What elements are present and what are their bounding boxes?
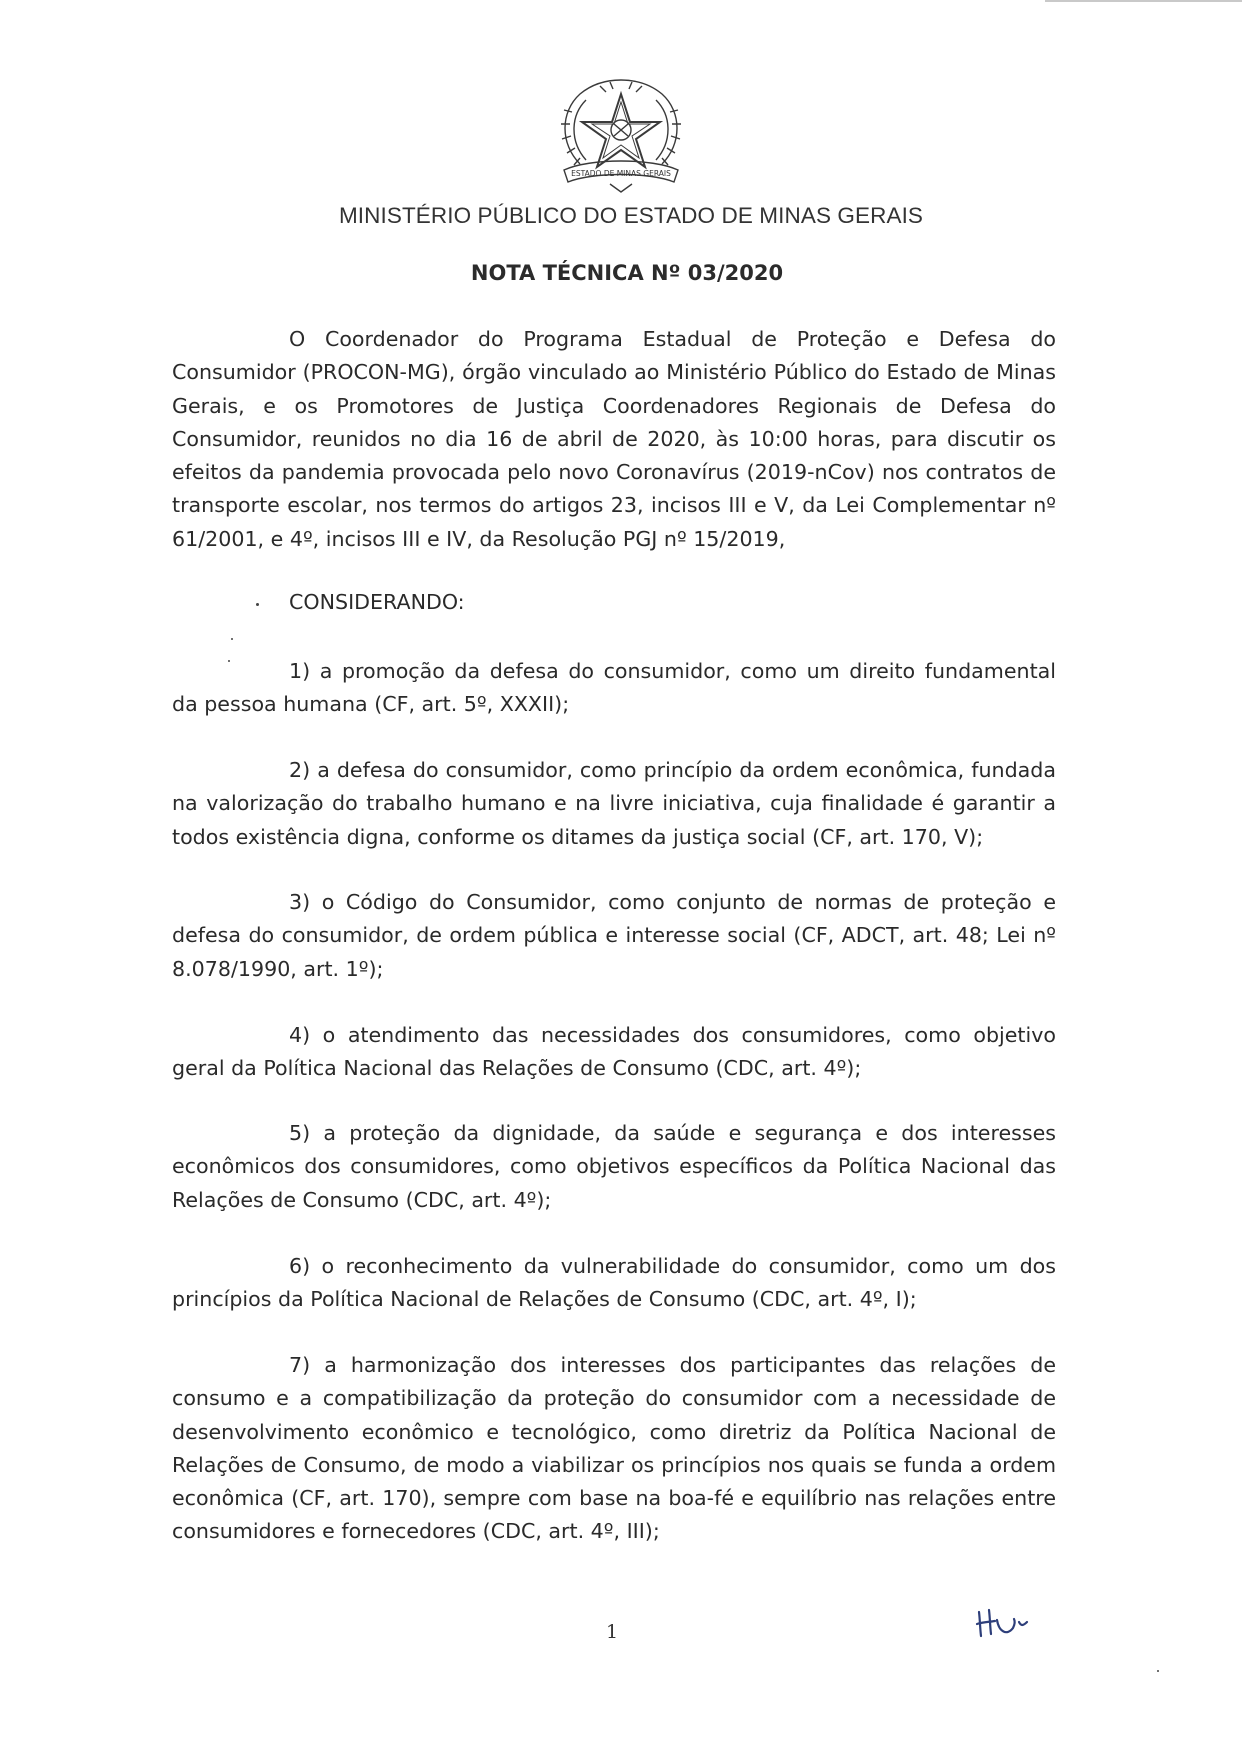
considerando-item: 7) a harmonização dos interesses dos participantes das relações de consumo e a compatibilização da proteção do consumidor com a necessidade de desenvolvimento econômico e tecnológico, como diretriz da Política Nacional de Relações de Consumo, de modo a viabilizar os princípios nos quais se funda a ordem econômica (CF, art. 170), sempre com base na boa-fé e equilíbrio nas relações entre consumidores e fornecedores (CDC, art. 4º, III); bbox=[172, 1353, 1056, 1544]
considerando-heading: CONSIDERANDO: bbox=[289, 590, 465, 614]
intro-paragraph: O Coordenador do Programa Estadual de Proteção e Defesa do Consumidor (PROCON-MG), órgão vinculado ao Ministério Público do Estado de Minas Gerais, e os Promotores de Justiça Coordenadores Regionais de Defesa do Consumidor, reunidos no dia 16 de abril de 2020, às 10:00 horas, para discutir os efeitos da pandemia provocada pelo novo Coronavírus (2019-nCov) nos contratos de transporte escolar, nos termos do artigos 23, incisos III e V, da Lei Complementar nº 61/2001, e 4º, incisos III e IV, da Resolução PGJ nº 15/2019, bbox=[172, 327, 1056, 551]
state-coat-of-arms-icon bbox=[550, 72, 692, 200]
seal-inscription: ESTADO DE MINAS GERAIS bbox=[571, 169, 671, 178]
ministry-heading: MINISTÉRIO PÚBLICO DO ESTADO DE MINAS GERAIS bbox=[338, 203, 924, 228]
considerando-item: 1) a promoção da defesa do consumidor, como um direito fundamental da pessoa humana (CF, art. 5º, XXXII); bbox=[172, 659, 1056, 717]
handwritten-initials-signature bbox=[975, 1604, 1043, 1644]
document-title: NOTA TÉCNICA Nº 03/2020 bbox=[470, 261, 784, 285]
scan-speck bbox=[1157, 1670, 1159, 1672]
scan-speck bbox=[231, 638, 233, 640]
considerando-item: 6) o reconhecimento da vulnerabilidade do consumidor, como um dos princípios da Política Nacional de Relações de Consumo (CDC, art. 4º, I); bbox=[172, 1254, 1056, 1312]
considerando-item: 2) a defesa do consumidor, como princípio da ordem econômica, fundada na valorização do trabalho humano e na livre iniciativa, cuja finalidade é garantir a todos existência digna, conforme os ditames da justiça social (CF, art. 170, V); bbox=[172, 758, 1056, 849]
considerando-item: 4) o atendimento das necessidades dos consumidores, como objetivo geral da Política Nacional das Relações de Consumo (CDC, art. 4º); bbox=[172, 1023, 1056, 1081]
scan-edge-mark bbox=[1045, 0, 1242, 2]
page-number: 1 bbox=[605, 1621, 619, 1643]
considerando-item: 3) o Código do Consumidor, como conjunto de normas de proteção e defesa do consumidor, de ordem pública e interesse social (CF, ADCT, art. 48; Lei nº 8.078/1990, art. 1º); bbox=[172, 890, 1056, 981]
considerando-item: 5) a proteção da dignidade, da saúde e segurança e dos interesses econômicos dos consumidores, como objetivos específicos da Política Nacional das Relações de Consumo (CDC, art. 4º); bbox=[172, 1121, 1056, 1212]
